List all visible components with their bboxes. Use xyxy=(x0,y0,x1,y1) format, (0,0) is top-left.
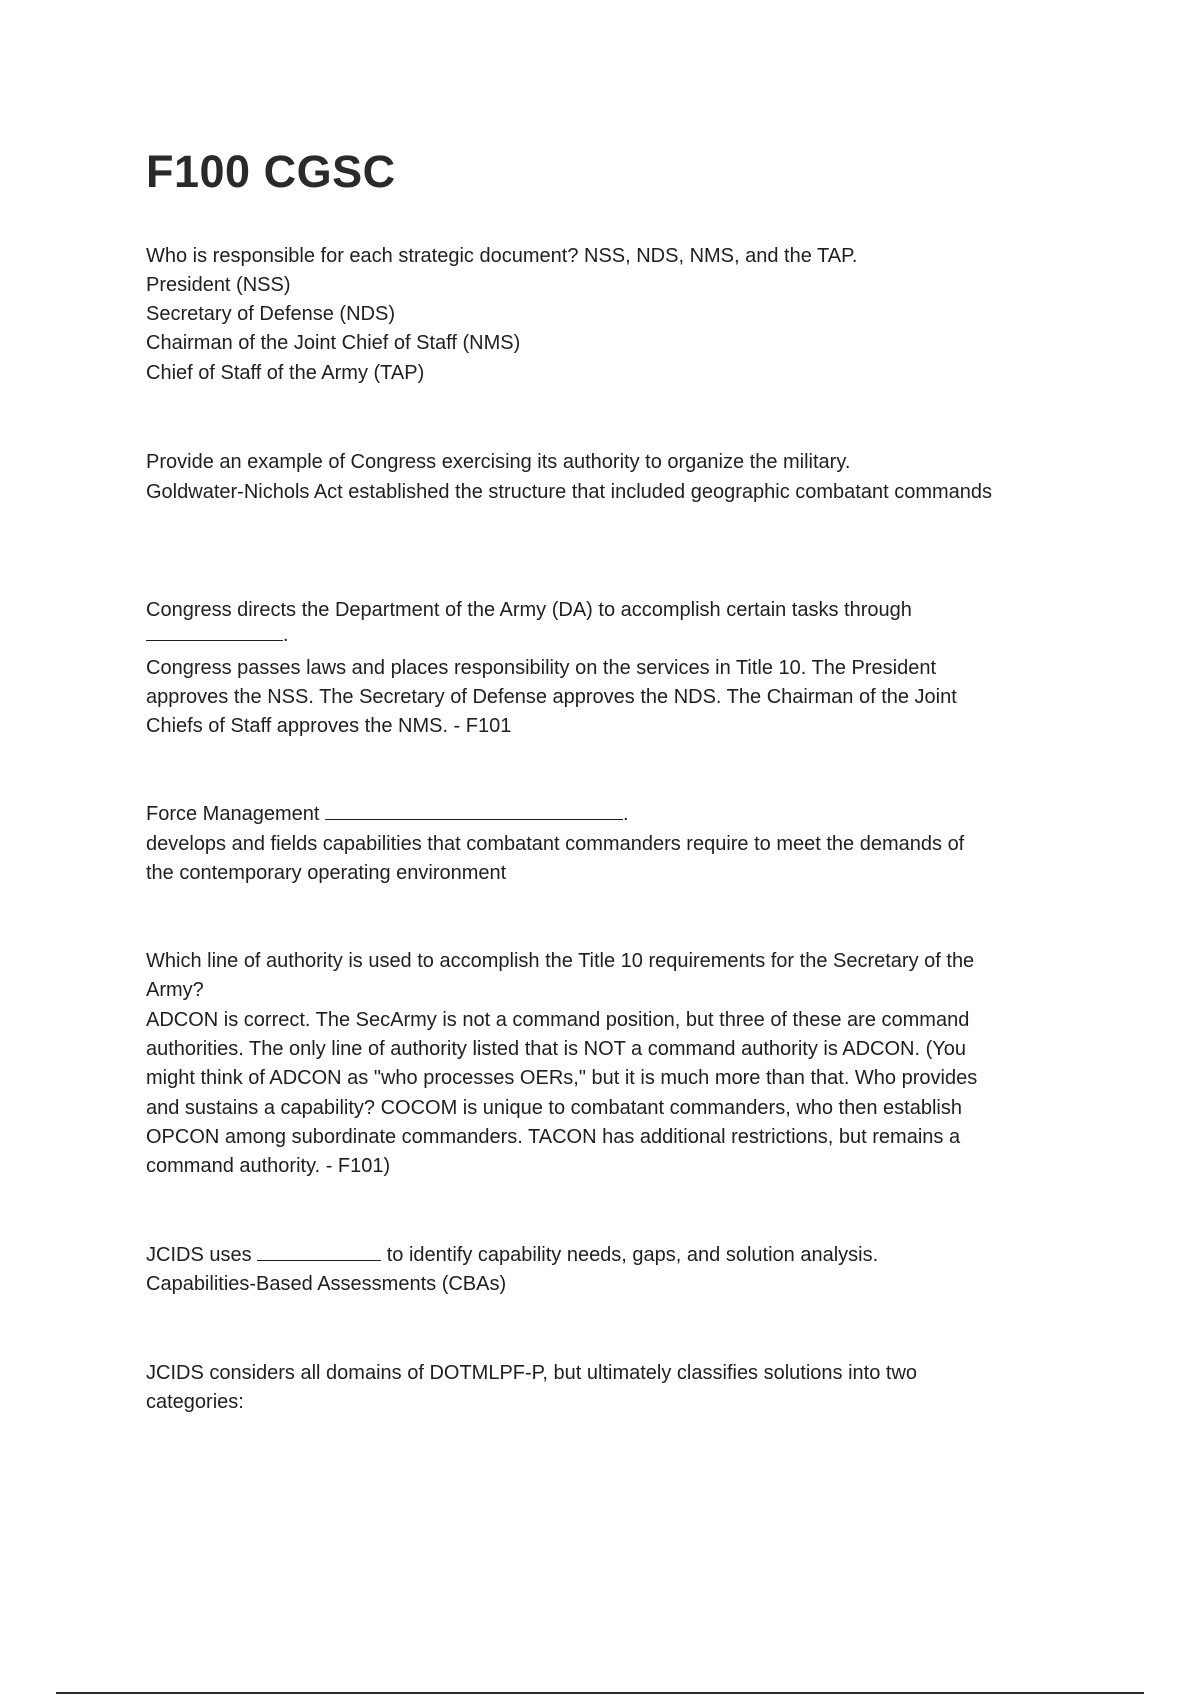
card-3-question-blank-line xyxy=(146,621,289,650)
fill-in-blank xyxy=(325,800,623,820)
card-5-question-line: Which line of authority is used to accomplish the Title 10 requirements for the Secretary of the xyxy=(146,950,975,972)
card-6-question-prefix: JCIDS uses xyxy=(146,1244,252,1266)
card-1-answer-line: Secretary of Defense (NDS) xyxy=(146,303,395,325)
card-3-answer-line: Chiefs of Staff approves the NMS. - F101 xyxy=(146,715,512,737)
card-4-question-prefix: Force Management xyxy=(146,803,320,825)
card-1-answer-line: President (NSS) xyxy=(146,274,291,296)
card-2-answer-line: Goldwater-Nichols Act established the structure that included geographic combatant commands xyxy=(146,481,993,503)
card-3-answer-line: Congress passes laws and places responsibility on the services in Title 10. The President xyxy=(146,657,937,679)
card-3-answer-line: approves the NSS. The Secretary of Defense approves the NDS. The Chairman of the Joint xyxy=(146,686,957,708)
card-4-question-end: . xyxy=(622,803,629,825)
card-5-answer-line: command authority. - F101) xyxy=(146,1155,391,1177)
card-5-answer-line: OPCON among subordinate commanders. TACON has additional restrictions, but remains a xyxy=(146,1126,961,1148)
card-6-answer-line: Capabilities-Based Assessments (CBAs) xyxy=(146,1273,507,1295)
card-1-question: Who is responsible for each strategic document? NSS, NDS, NMS, and the TAP. xyxy=(146,245,858,267)
card-6-question xyxy=(146,1241,878,1270)
document-title: F100 CGSC xyxy=(146,146,396,197)
fill-in-blank xyxy=(146,621,283,641)
card-5-answer-line: ADCON is correct. The SecArmy is not a command position, but three of these are command xyxy=(146,1009,970,1031)
card-6-question-suffix: to identify capability needs, gaps, and solution analysis. xyxy=(386,1244,879,1266)
card-3-question: Congress directs the Department of the Army (DA) to accomplish certain tasks through xyxy=(146,599,912,621)
card-3-question-end: . xyxy=(283,624,289,646)
fill-in-blank xyxy=(257,1241,381,1261)
card-2-question: Provide an example of Congress exercising its authority to organize the military. xyxy=(146,451,851,473)
card-5-answer-line: might think of ADCON as "who processes OERs," but it is much more than that. Who provides xyxy=(146,1067,978,1089)
card-7-question-line: JCIDS considers all domains of DOTMLPF-P, but ultimately classifies solutions into two xyxy=(146,1362,918,1384)
card-4-question xyxy=(146,800,629,829)
card-5-answer-line: and sustains a capability? COCOM is unique to combatant commanders, who then establish xyxy=(146,1097,962,1119)
card-5-question-line: Army? xyxy=(146,979,204,1001)
card-1-answer-line: Chairman of the Joint Chief of Staff (NMS) xyxy=(146,332,521,354)
card-4-answer-line: the contemporary operating environment xyxy=(146,862,507,884)
card-4-answer-line: develops and fields capabilities that combatant commanders require to meet the demands of xyxy=(146,833,965,855)
card-5-answer-line: authorities. The only line of authority listed that is NOT a command authority is ADCON. (You xyxy=(146,1038,967,1060)
page-bottom-rule xyxy=(56,1692,1144,1694)
card-7-question-line: categories: xyxy=(146,1391,244,1413)
card-1-answer-line: Chief of Staff of the Army (TAP) xyxy=(146,362,425,384)
